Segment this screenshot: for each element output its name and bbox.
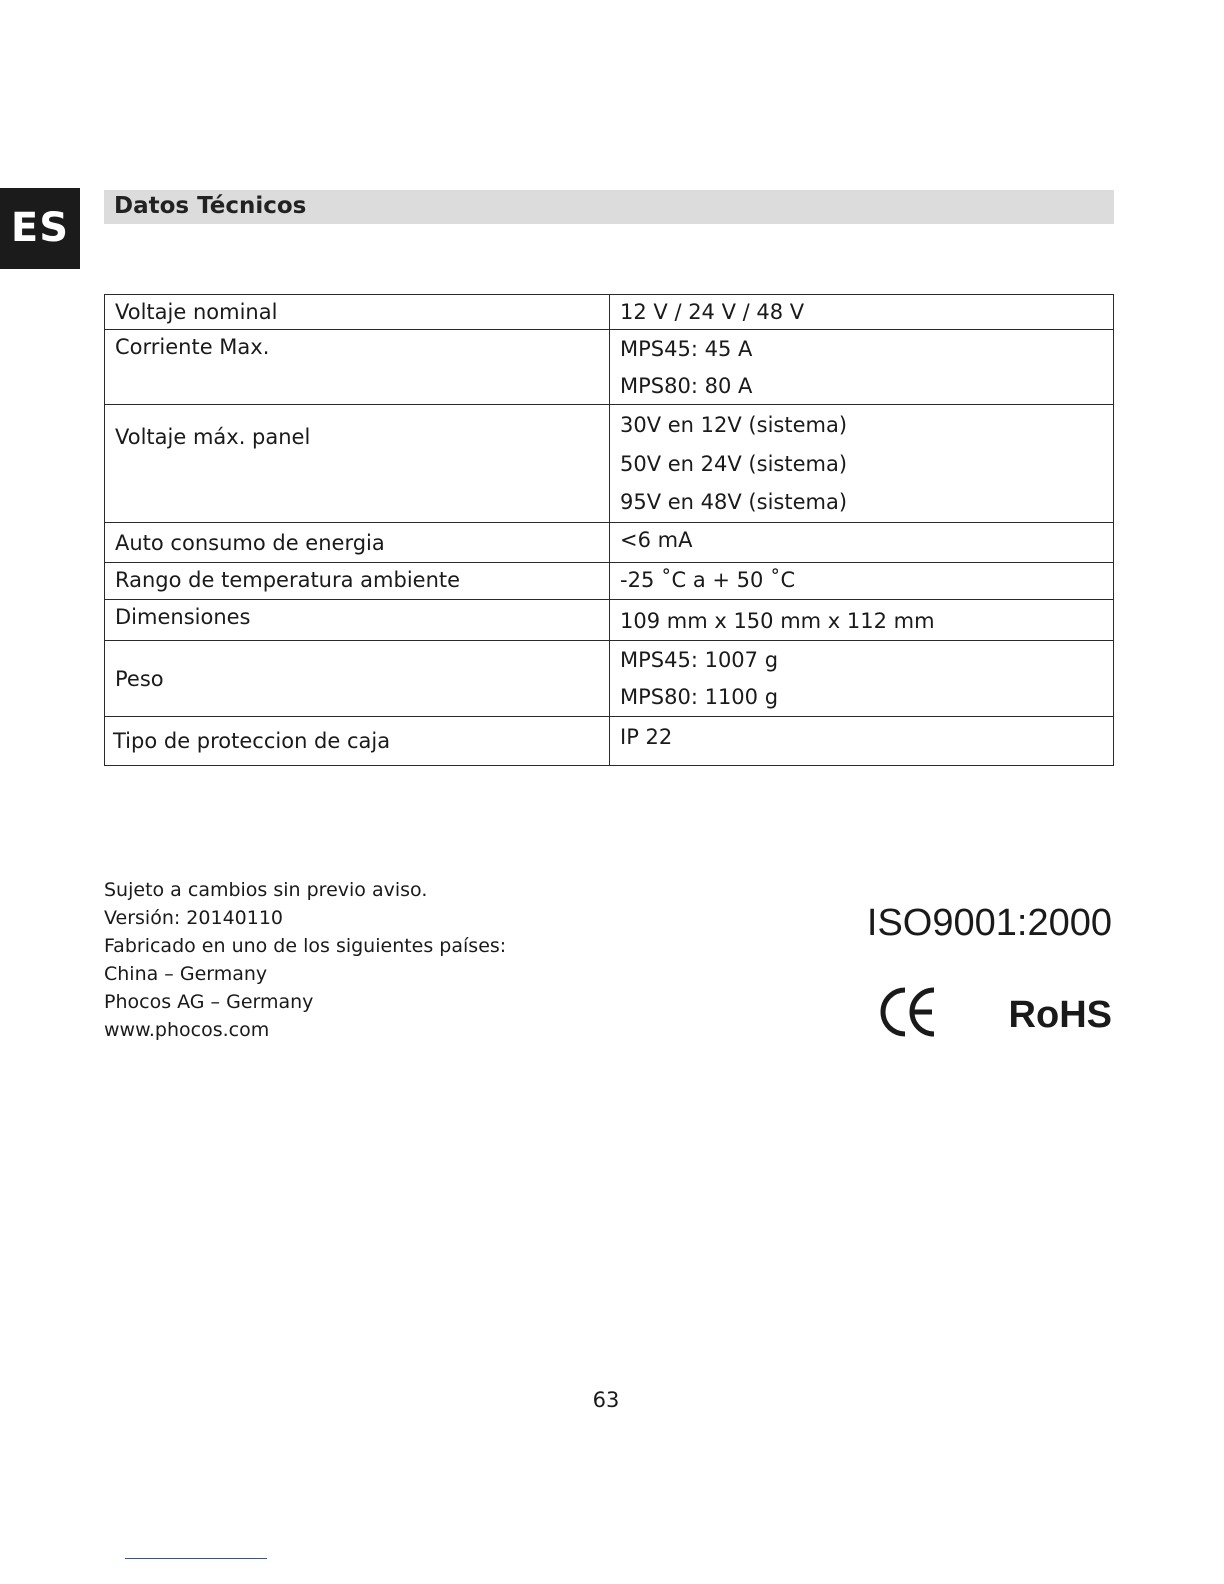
- table-row: [105, 600, 1114, 641]
- page-number: 63: [592, 1388, 620, 1412]
- table-row: [105, 641, 1114, 717]
- footer-line: China – Germany: [104, 963, 268, 985]
- spec-label: Tipo de proteccion de caja: [105, 717, 610, 766]
- spec-value: MPS45: 1007 g MPS80: 1100 g: [610, 641, 1114, 717]
- footer-line: Phocos AG – Germany: [104, 991, 314, 1013]
- table-row: [105, 523, 1114, 563]
- table-row: [105, 563, 1114, 600]
- footer-info: [104, 876, 506, 1044]
- spec-value: 109 mm x 150 mm x 112 mm: [610, 600, 1114, 641]
- spec-value: 12 V / 24 V / 48 V: [610, 295, 1114, 330]
- iso-certification: ISO9001:2000: [866, 902, 1112, 944]
- spec-label: Corriente Max.: [105, 330, 610, 405]
- spec-label: Auto consumo de energia: [105, 523, 610, 563]
- section-header: [104, 190, 1114, 224]
- table-row: [105, 405, 1114, 523]
- spec-label: Voltaje nominal: [105, 295, 610, 330]
- spec-value: -25 ˚C a + 50 ˚C: [610, 563, 1114, 600]
- spec-value: <6 mA: [610, 523, 1114, 563]
- table-row: [105, 295, 1114, 330]
- rohs-mark: RoHS: [1008, 994, 1112, 1036]
- specs-table: [104, 294, 1114, 766]
- footer-line: Sujeto a cambios sin previo aviso.: [104, 879, 428, 901]
- divider: [125, 1558, 267, 1559]
- spec-label: Rango de temperatura ambiente: [105, 563, 610, 600]
- spec-label: Dimensiones: [105, 600, 610, 641]
- website-link[interactable]: www.phocos.com: [104, 1019, 270, 1041]
- spec-value: MPS45: 45 A MPS80: 80 A: [610, 330, 1114, 405]
- section-title: Datos Técnicos: [114, 193, 307, 219]
- ce-mark-icon: [878, 986, 938, 1038]
- spec-label: Voltaje máx. panel: [105, 405, 610, 523]
- footer-line: Versión: 20140110: [104, 907, 284, 929]
- spec-value: 30V en 12V (sistema) 50V en 24V (sistema) 95V en 48V (sistema): [610, 405, 1114, 523]
- table-row: [105, 330, 1114, 405]
- table-row: [105, 717, 1114, 766]
- footer-line: Fabricado en uno de los siguientes países:: [104, 935, 507, 957]
- spec-label: Peso: [105, 641, 610, 717]
- language-tab: ES: [0, 188, 80, 269]
- spec-value: IP 22: [610, 717, 1114, 766]
